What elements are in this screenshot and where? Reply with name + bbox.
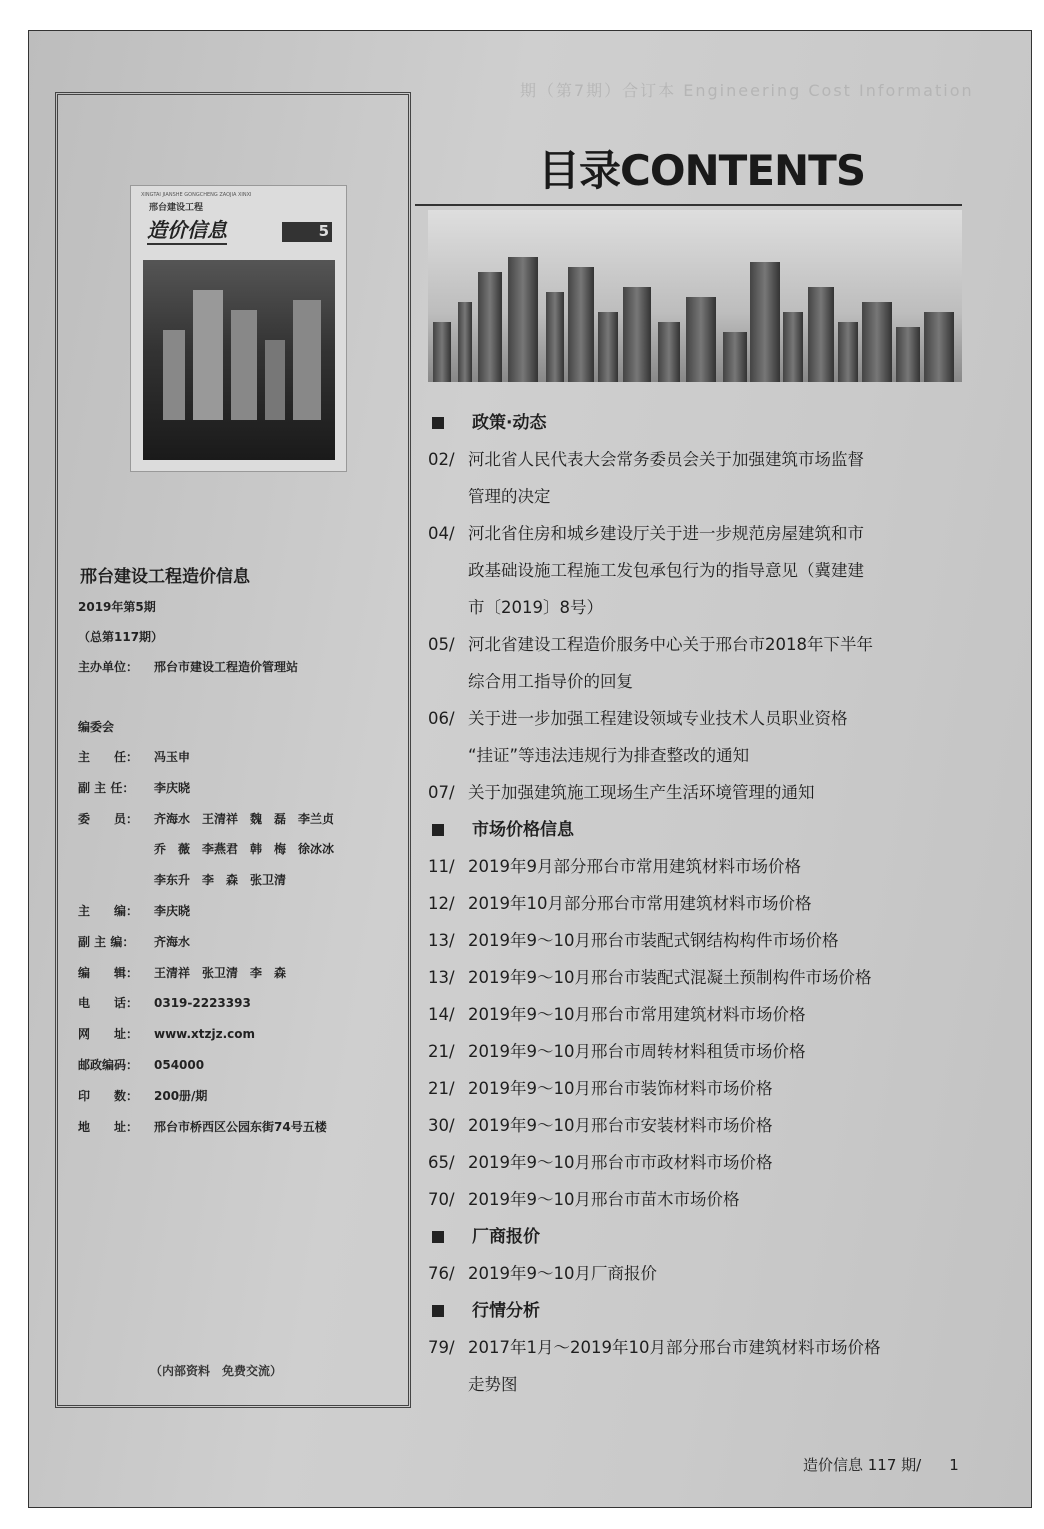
toc-section: 行情分析 xyxy=(428,1292,968,1329)
masthead-row: 地 址： 邢台市桥西区公园东街74号五楼 xyxy=(78,1119,327,1134)
toc-entry[interactable]: 07/ 关于加强建筑施工现场生产生活环境管理的通知 xyxy=(428,783,815,802)
page-number: 1 xyxy=(949,1456,959,1474)
contents-title: 目录CONTENTS xyxy=(538,146,866,195)
building-shape xyxy=(458,302,472,382)
masthead-row: 编 辑： 王清祥 张卫清 李 森 xyxy=(78,965,287,980)
toc-entry[interactable]: 05/ 河北省建设工程造价服务中心关于邢台市2018年下半年 xyxy=(428,635,873,654)
building-shape xyxy=(658,322,680,382)
toc-entry[interactable]: 13/ 2019年9～10月邢台市装配式钢结构构件市场价格 xyxy=(428,931,839,950)
toc-entry[interactable]: 06/ 关于进一步加强工程建设领域专业技术人员职业资格 xyxy=(428,709,848,728)
masthead-row: 乔 薇 李燕君 韩 梅 徐冰冰 xyxy=(154,842,335,857)
masthead-row: 邮政编码： 054000 xyxy=(78,1058,205,1072)
cover-issue-number: 5 xyxy=(282,222,332,242)
building-shape xyxy=(808,287,834,382)
toc-entry[interactable]: 政基础设施工程施工发包承包行为的指导意见（冀建建 xyxy=(468,561,864,580)
toc-entry[interactable]: 走势图 xyxy=(468,1375,518,1394)
total-issue: （总第117期） xyxy=(78,630,164,644)
toc-entry[interactable]: 65/ 2019年9～10月邢台市市政材料市场价格 xyxy=(428,1153,773,1172)
toc-entry[interactable]: “挂证”等违法违规行为排查整改的通知 xyxy=(468,746,750,765)
building-shape xyxy=(686,297,716,382)
masthead-row: 李东升 李 森 张卫清 xyxy=(154,873,287,888)
building-shape xyxy=(862,302,892,382)
building-shape xyxy=(623,287,651,382)
skyline-photo xyxy=(428,210,962,382)
toc-entry[interactable]: 02/ 河北省人民代表大会常务委员会关于加强建筑市场监督 xyxy=(428,450,864,469)
square-bullet-icon xyxy=(432,1305,444,1317)
toc-entry[interactable]: 12/ 2019年10月部分邢台市常用建筑材料市场价格 xyxy=(428,894,812,913)
toc-entry[interactable]: 21/ 2019年9～10月邢台市周转材料租赁市场价格 xyxy=(428,1042,806,1061)
table-of-contents xyxy=(428,404,968,1403)
cover-big-title: 造价信息 xyxy=(147,214,227,245)
cover-thumbnail xyxy=(130,185,347,472)
toc-section: 厂商报价 xyxy=(428,1218,968,1255)
footer-label: 造价信息 117 期/ xyxy=(803,1456,922,1474)
toc-section: 政策·动态 xyxy=(428,404,968,441)
sponsor: 主办单位： 邢台市建设工程造价管理站 xyxy=(78,660,299,674)
cover-photo xyxy=(143,260,335,460)
building-shape xyxy=(838,322,858,382)
masthead-row: 网 址： www.xtzjz.com xyxy=(78,1027,256,1042)
building-shape xyxy=(896,327,920,382)
square-bullet-icon xyxy=(432,1231,444,1243)
committee-heading: 编委会 xyxy=(78,720,115,734)
toc-entry[interactable]: 综合用工指导价的回复 xyxy=(468,672,633,691)
toc-entry[interactable]: 11/ 2019年9月部分邢台市常用建筑材料市场价格 xyxy=(428,857,801,876)
building-shape xyxy=(783,312,803,382)
toc-entry[interactable]: 21/ 2019年9～10月邢台市装饰材料市场价格 xyxy=(428,1079,773,1098)
cover-en-line: XINGTAI JIANSHE GONGCHENG ZAOJIA XINXI xyxy=(141,192,252,198)
building-shape xyxy=(598,312,618,382)
toc-entry[interactable]: 管理的决定 xyxy=(468,487,551,506)
toc-entry[interactable]: 13/ 2019年9～10月邢台市装配式混凝土预制构件市场价格 xyxy=(428,968,872,987)
building-shape xyxy=(568,267,594,382)
toc-entry[interactable]: 30/ 2019年9～10月邢台市安装材料市场价格 xyxy=(428,1116,773,1135)
bleed-through-header: 期（第7期）合订本 Engineering Cost Information xyxy=(520,81,974,100)
square-bullet-icon xyxy=(432,824,444,836)
issue: 2019年第5期 xyxy=(78,600,156,614)
masthead-row: 主 任： 冯玉申 xyxy=(78,750,191,764)
building-shape xyxy=(723,332,747,382)
cover-small-title: 邢台建设工程 xyxy=(149,203,204,213)
masthead-row: 印 数： 200册/期 xyxy=(78,1088,208,1103)
toc-section: 市场价格信息 xyxy=(428,811,968,848)
toc-entry[interactable]: 76/ 2019年9～10月厂商报价 xyxy=(428,1264,657,1283)
masthead-row: 主 编： 李庆晓 xyxy=(78,904,191,918)
square-bullet-icon xyxy=(432,417,444,429)
building-shape xyxy=(433,322,451,382)
toc-entry[interactable]: 04/ 河北省住房和城乡建设厅关于进一步规范房屋建筑和市 xyxy=(428,524,864,543)
magazine-title: 邢台建设工程造价信息 xyxy=(80,567,250,587)
building-shape xyxy=(924,312,954,382)
masthead-row: 电 话： 0319-2223393 xyxy=(78,996,251,1011)
page-footer xyxy=(803,1454,959,1475)
masthead-row: 委 员： 齐海水 王清祥 魏 磊 李兰贞 xyxy=(78,811,335,826)
toc-entry[interactable]: 79/ 2017年1月～2019年10月部分邢台市建筑材料市场价格 xyxy=(428,1338,881,1357)
building-shape xyxy=(546,292,564,382)
building-shape xyxy=(750,262,780,382)
toc-entry[interactable]: 70/ 2019年9～10月邢台市苗木市场价格 xyxy=(428,1190,740,1209)
internal-material-note: （内部资料 免费交流） xyxy=(150,1364,283,1378)
masthead-row: 副 主 编： 齐海水 xyxy=(78,934,191,949)
toc-entry[interactable]: 14/ 2019年9～10月邢台市常用建筑材料市场价格 xyxy=(428,1005,806,1024)
masthead-row: 副 主 任： 李庆晓 xyxy=(78,780,191,795)
toc-entry[interactable]: 市〔2019〕8号） xyxy=(468,598,603,617)
building-shape xyxy=(478,272,502,382)
title-rule xyxy=(415,204,962,206)
building-shape xyxy=(508,257,538,382)
